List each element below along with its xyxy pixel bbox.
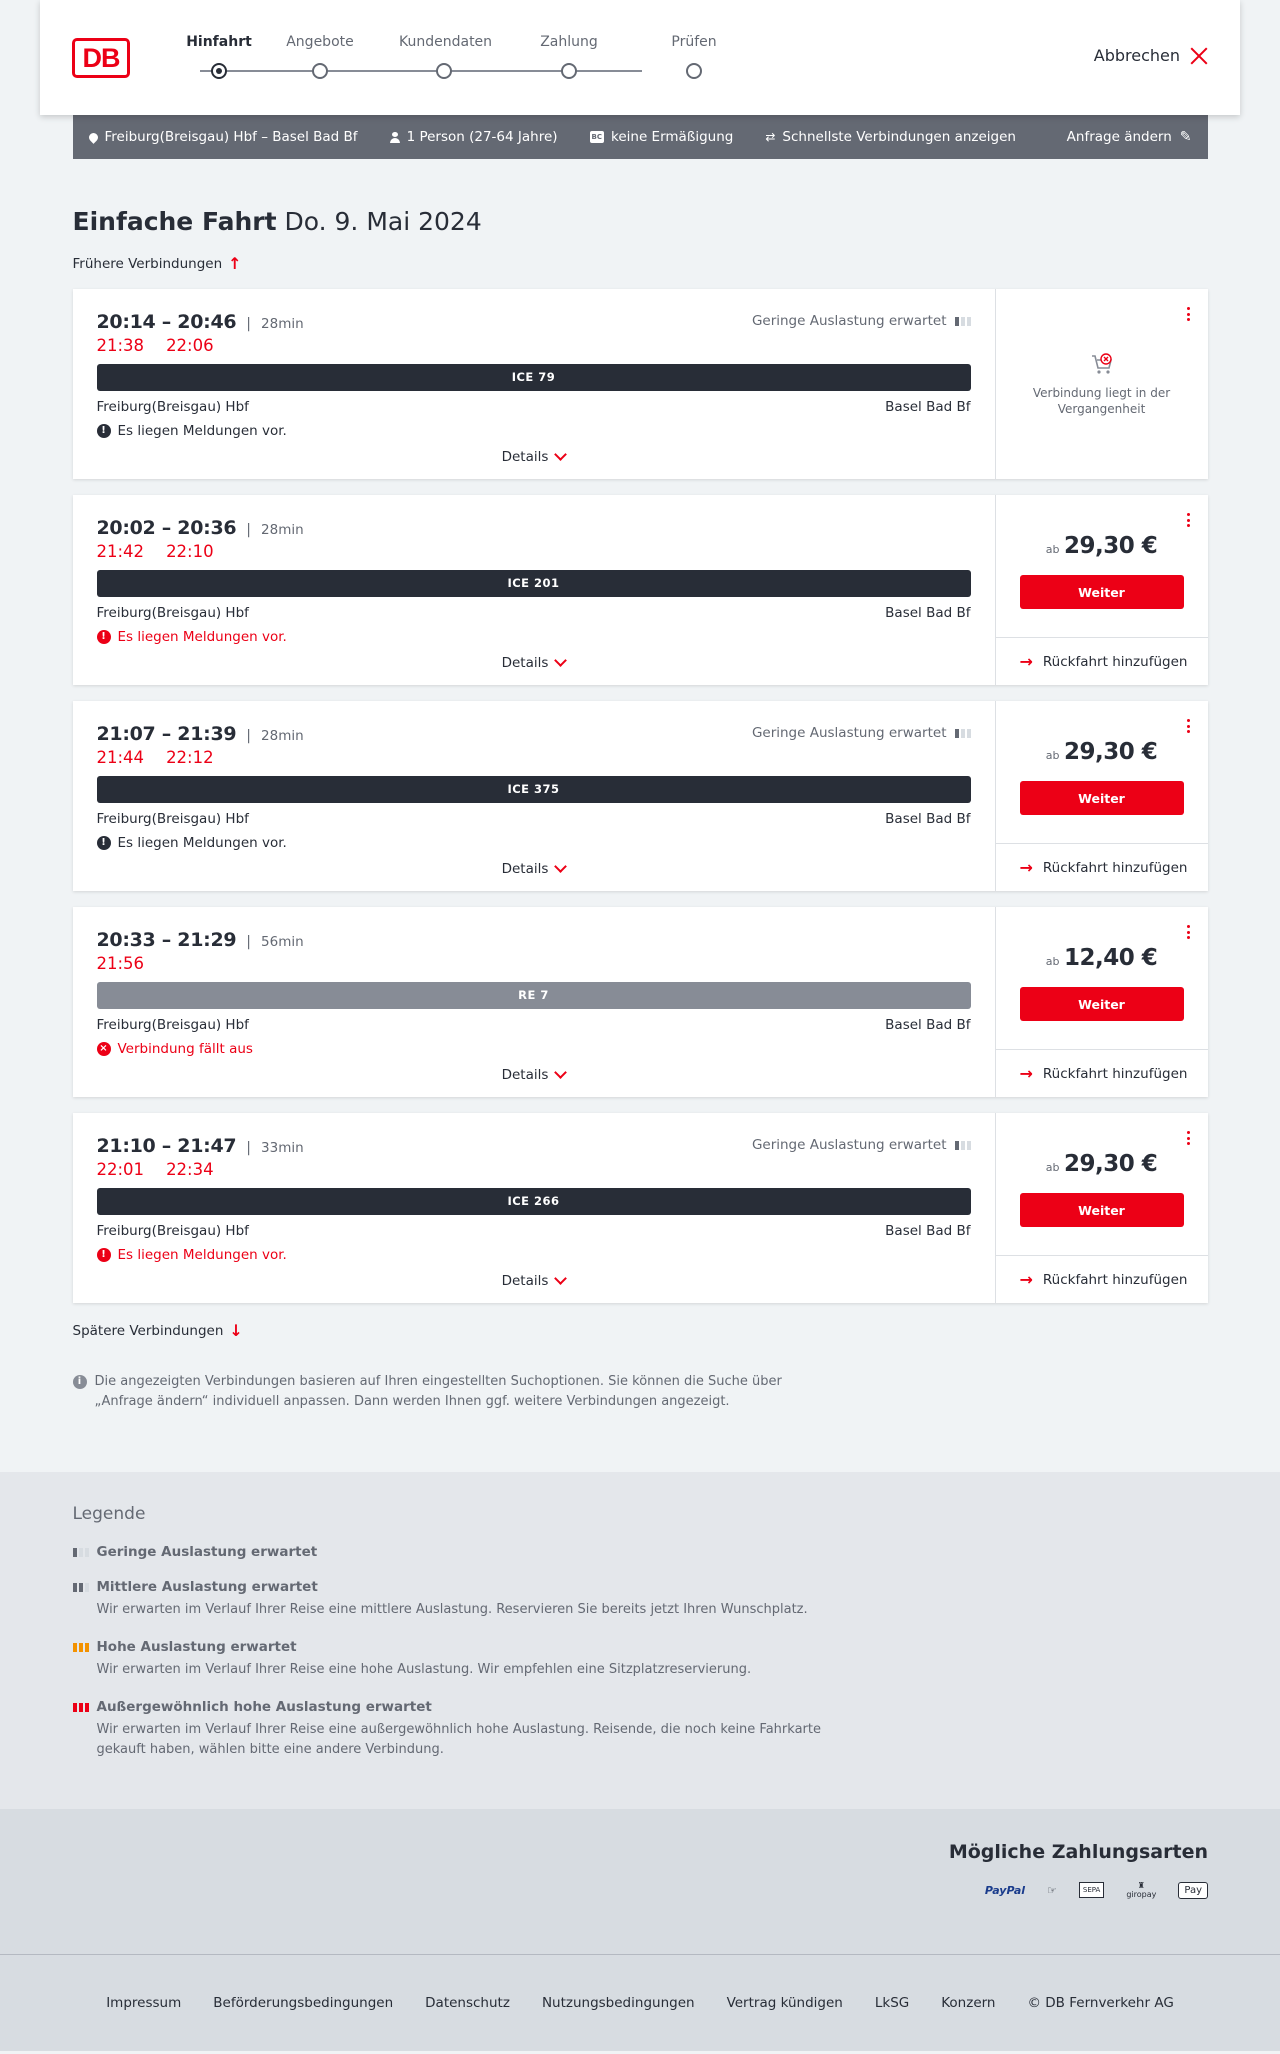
arrow-right-icon: → — [1019, 858, 1033, 877]
connection-card — [73, 907, 1208, 1097]
footer-link-befoerderungsbedingungen[interactable]: Beförderungsbedingungen — [213, 1995, 394, 2011]
train-bar[interactable]: ICE 79 — [97, 364, 971, 391]
details-toggle[interactable] — [73, 655, 995, 671]
connection-message — [97, 1041, 971, 1057]
payment-icons — [985, 1881, 1208, 1899]
add-return-trip-button[interactable] — [996, 637, 1208, 685]
location-pin-icon — [87, 131, 100, 144]
price-prefix: ab — [1045, 543, 1060, 556]
planned-times: 20:02 – 20:36 — [96, 517, 237, 539]
planned-times: 20:14 – 20:46 — [96, 311, 237, 333]
price-area — [996, 739, 1208, 765]
separator: | — [246, 934, 252, 950]
details-toggle[interactable] — [73, 1067, 995, 1083]
train-bar[interactable]: ICE 266 — [97, 1188, 971, 1215]
step-zahlung — [524, 34, 614, 56]
realtime-arrival: 22:06 — [166, 336, 214, 355]
price-prefix: ab — [1045, 955, 1060, 968]
origin-station: Freiburg(Breisgau) Hbf — [96, 811, 249, 827]
legend-item-high — [73, 1639, 1208, 1680]
legend-item-title — [73, 1699, 1208, 1715]
add-return-label: Rückfahrt hinzufügen — [1042, 859, 1188, 876]
details-label: Details — [501, 1067, 549, 1083]
legend-item-title — [73, 1579, 1208, 1595]
step-dot-current — [211, 63, 227, 79]
legend-item-title — [73, 1544, 1208, 1560]
continue-button[interactable]: Weiter — [1020, 1193, 1184, 1227]
trip-date: Do. 9. Mai 2024 — [284, 207, 482, 236]
message-text: Verbindung fällt aus — [117, 1041, 253, 1057]
message-text: Es liegen Meldungen vor. — [117, 423, 287, 439]
stations-row — [97, 811, 971, 827]
connection-message — [97, 1247, 971, 1263]
info-icon: i — [73, 1375, 87, 1389]
legend-item-title — [73, 1639, 1208, 1655]
planned-times: 21:07 – 21:39 — [96, 723, 237, 745]
legend-item-desc: Wir erwarten im Verlauf Ihrer Reise eine mittlere Auslastung. Reservieren Sie bereits jetzt Ihren Wunschplatz. — [96, 1602, 808, 1617]
payment-title: Mögliche Zahlungsarten — [948, 1841, 1208, 1863]
details-toggle[interactable] — [73, 1273, 995, 1289]
footer-link-datenschutz[interactable]: Datenschutz — [425, 1995, 510, 2011]
price-prefix: ab — [1045, 1161, 1060, 1174]
price: 12,40 € — [1063, 945, 1158, 971]
occupancy-high-icon — [73, 1643, 89, 1652]
legend-item-label: Hohe Auslastung erwartet — [96, 1639, 297, 1655]
step-label: Hinfahrt — [186, 34, 252, 50]
arrow-right-icon: → — [1019, 652, 1033, 671]
realtime-arrival: 22:12 — [166, 748, 214, 767]
arrow-right-icon: → — [1019, 1064, 1033, 1083]
offer-panel — [995, 495, 1208, 685]
passenger-summary — [390, 129, 558, 145]
payment-methods-section — [0, 1809, 1280, 1954]
duration: 28min — [261, 728, 304, 744]
occupancy-low-icon — [955, 317, 971, 326]
connection-message — [97, 423, 971, 439]
price-area — [996, 533, 1208, 559]
price: 29,30 € — [1063, 1151, 1158, 1177]
duration: 28min — [261, 316, 304, 332]
continue-button[interactable]: Weiter — [1020, 781, 1184, 815]
connection-message — [97, 835, 971, 851]
separator: | — [246, 522, 252, 538]
destination-station: Basel Bad Bf — [885, 1223, 971, 1239]
page-title — [73, 207, 1208, 236]
time-row — [97, 929, 971, 951]
cancelled-icon: × — [97, 1042, 111, 1056]
stations-row — [97, 605, 971, 621]
planned-times: 20:33 – 21:29 — [96, 929, 237, 951]
swap-arrows-icon: ⇄ — [765, 130, 776, 144]
footer — [0, 1954, 1280, 2051]
origin-station: Freiburg(Breisgau) Hbf — [96, 1017, 249, 1033]
continue-button[interactable]: Weiter — [1020, 575, 1184, 609]
details-label: Details — [501, 1273, 549, 1289]
realtime-row — [97, 748, 971, 767]
footer-link-lksg[interactable]: LkSG — [874, 1995, 910, 2011]
step-dot — [561, 63, 577, 79]
destination-station: Basel Bad Bf — [885, 399, 971, 415]
step-hinfahrt — [174, 34, 264, 56]
search-info-note — [73, 1372, 833, 1412]
occupancy-info — [752, 1137, 971, 1153]
cart-unavailable-icon — [1089, 351, 1115, 377]
more-options-icon[interactable] — [1186, 305, 1192, 323]
legend-title: Legende — [72, 1504, 146, 1524]
arrow-up-icon: ↑ — [228, 254, 242, 273]
offer-panel — [995, 907, 1208, 1097]
realtime-departure: 21:56 — [96, 954, 145, 973]
pencil-icon: ✎ — [1179, 129, 1192, 145]
chevron-down-icon — [555, 448, 568, 461]
offer-panel — [995, 1113, 1208, 1303]
later-label: Spätere Verbindungen — [72, 1322, 224, 1339]
destination-station: Basel Bad Bf — [885, 1017, 971, 1033]
chevron-down-icon — [555, 1272, 568, 1285]
more-options-icon[interactable] — [1186, 1129, 1192, 1147]
close-icon — [1190, 47, 1208, 65]
separator: | — [246, 728, 252, 744]
stations-row — [97, 1223, 971, 1239]
legend-item-extreme — [73, 1699, 1208, 1760]
add-return-trip-button[interactable] — [996, 843, 1208, 891]
person-icon — [390, 132, 400, 143]
legend-item-label: Mittlere Auslastung erwartet — [96, 1579, 318, 1595]
price-area — [996, 945, 1208, 971]
apple-pay-icon — [1178, 1882, 1208, 1899]
connection-card — [73, 289, 1208, 479]
occupancy-low-icon — [955, 1141, 971, 1150]
sepa-icon: SEPA — [1079, 1882, 1104, 1898]
realtime-row — [97, 954, 971, 973]
legend-item-label: Geringe Auslastung erwartet — [96, 1544, 318, 1560]
occupancy-medium-icon — [73, 1583, 89, 1592]
progress-stepper — [174, 34, 717, 84]
occupancy-extreme-icon — [73, 1703, 89, 1712]
step-dot — [686, 63, 702, 79]
discount-summary — [590, 129, 734, 145]
chevron-down-icon — [555, 654, 568, 667]
message-text: Es liegen Meldungen vor. — [117, 835, 287, 851]
price: 29,30 € — [1063, 533, 1158, 559]
add-return-label: Rückfahrt hinzufügen — [1042, 653, 1188, 670]
step-label: Angebote — [286, 34, 354, 50]
details-toggle[interactable] — [73, 449, 995, 465]
legend-section — [0, 1472, 1280, 1809]
info-text: Die angezeigten Verbindungen basieren auf Ihren eingestellten Suchoptionen. Sie können die Suche über „Anfrage ändern“ individuell anpassen. Dann werden Ihnen ggf. weitere Verbindungen angezeigt. — [94, 1374, 782, 1409]
message-text: Es liegen Meldungen vor. — [117, 1247, 287, 1263]
stations-row — [97, 1017, 971, 1033]
arrow-right-icon: → — [1019, 1270, 1033, 1289]
discount-text: keine Ermäßigung — [611, 129, 734, 145]
paypal-icon: PayPal — [984, 1883, 1026, 1897]
step-label: Prüfen — [671, 34, 717, 50]
main-content — [73, 207, 1208, 1412]
arrow-down-icon: ↓ — [229, 1321, 243, 1340]
later-connections-link[interactable] — [73, 1321, 1208, 1340]
occupancy-text: Geringe Auslastung erwartet — [751, 313, 947, 329]
copyright: © DB Fernverkehr AG — [1027, 1995, 1174, 2011]
step-kundendaten — [399, 34, 493, 56]
earlier-connections-link[interactable] — [73, 254, 1208, 273]
occupancy-info — [752, 313, 971, 329]
past-notice — [996, 351, 1208, 417]
legend-item-desc: Wir erwarten im Verlauf Ihrer Reise eine hohe Auslastung. Wir empfehlen eine Sitzplatzreservierung. — [96, 1662, 752, 1677]
legend-item-label: Außergewöhnlich hohe Auslastung erwartet — [96, 1699, 432, 1715]
cancel-button[interactable] — [1094, 46, 1208, 65]
alert-icon: ! — [97, 630, 111, 644]
destination-station: Basel Bad Bf — [885, 605, 971, 621]
route-summary — [89, 129, 358, 145]
message-text: Es liegen Meldungen vor. — [117, 629, 287, 645]
planned-times: 21:10 – 21:47 — [96, 1135, 237, 1157]
realtime-arrival: 22:10 — [166, 542, 214, 561]
change-request-button[interactable] — [1067, 129, 1192, 145]
trip-type: Einfache Fahrt — [72, 207, 277, 236]
bahncard-icon: BC — [591, 133, 603, 141]
alert-icon: ! — [97, 424, 111, 438]
separator: | — [246, 1140, 252, 1156]
realtime-departure: 21:42 — [96, 542, 145, 561]
realtime-departure: 21:44 — [96, 748, 145, 767]
fastest-text: Schnellste Verbindungen anzeigen — [782, 129, 1016, 145]
chevron-down-icon — [555, 860, 568, 873]
db-logo[interactable]: DB — [72, 38, 130, 78]
destination-station: Basel Bad Bf — [885, 811, 971, 827]
stations-row — [97, 399, 971, 415]
fastest-option — [765, 129, 1016, 145]
occupancy-info — [752, 725, 971, 741]
price-area — [996, 1151, 1208, 1177]
realtime-row — [97, 336, 971, 355]
connection-list — [73, 289, 1208, 1303]
connection-card — [73, 1113, 1208, 1303]
credit-card-icon: ☞ — [1047, 1883, 1057, 1897]
train-bar[interactable]: ICE 375 — [97, 776, 971, 803]
details-label: Details — [501, 449, 549, 465]
more-options-icon[interactable] — [1186, 511, 1192, 529]
train-bar[interactable]: RE 7 — [97, 982, 971, 1009]
occupancy-low-icon — [73, 1548, 89, 1557]
duration: 33min — [261, 1140, 304, 1156]
apple-pay-label: Pay — [1184, 1884, 1202, 1896]
continue-button[interactable]: Weiter — [1020, 987, 1184, 1021]
realtime-departure: 21:38 — [96, 336, 145, 355]
legend-item-desc: Wir erwarten im Verlauf Ihrer Reise eine außergewöhnlich hohe Auslastung. Reisende, die noch keine Fahrkarte gekauft haben, wählen bitte eine andere Verbindung. — [96, 1722, 821, 1757]
add-return-label: Rückfahrt hinzufügen — [1042, 1065, 1188, 1082]
add-return-trip-button[interactable] — [996, 1255, 1208, 1303]
realtime-arrival: 22:34 — [166, 1160, 214, 1179]
origin-station: Freiburg(Breisgau) Hbf — [96, 399, 249, 415]
step-label: Kundendaten — [399, 34, 493, 50]
passenger-text: 1 Person (27-64 Jahre) — [406, 129, 558, 145]
footer-link-vertrag-kuendigen[interactable]: Vertrag kündigen — [726, 1995, 843, 2011]
footer-link-konzern[interactable]: Konzern — [941, 1995, 996, 2011]
legend-item-medium — [73, 1579, 1208, 1620]
more-options-icon[interactable] — [1186, 923, 1192, 941]
realtime-row — [97, 542, 971, 561]
chevron-down-icon — [555, 1066, 568, 1079]
past-text: Verbindung liegt in der Vergangenheit — [1032, 386, 1171, 416]
origin-station: Freiburg(Breisgau) Hbf — [96, 1223, 249, 1239]
route-text: Freiburg(Breisgau) Hbf – Basel Bad Bf — [104, 129, 358, 145]
more-options-icon[interactable] — [1186, 717, 1192, 735]
alert-icon: ! — [97, 836, 111, 850]
alert-icon: ! — [97, 1248, 111, 1262]
legend-item-low — [73, 1544, 1208, 1560]
earlier-label: Frühere Verbindungen — [72, 255, 223, 272]
origin-station: Freiburg(Breisgau) Hbf — [96, 605, 249, 621]
giropay-label: giropay — [1126, 1890, 1157, 1899]
price-prefix: ab — [1045, 749, 1060, 762]
separator: | — [246, 316, 252, 332]
occupancy-text: Geringe Auslastung erwartet — [751, 1137, 947, 1153]
offer-panel — [995, 701, 1208, 891]
step-angebote — [275, 34, 365, 56]
cancel-label: Abbrechen — [1093, 46, 1180, 65]
connection-card — [73, 495, 1208, 685]
connection-message — [97, 629, 971, 645]
details-label: Details — [501, 655, 549, 671]
step-pruefen — [649, 34, 739, 56]
step-dot — [312, 63, 328, 79]
time-row — [97, 517, 971, 539]
details-toggle[interactable] — [73, 861, 995, 877]
price: 29,30 € — [1063, 739, 1158, 765]
duration: 28min — [261, 522, 304, 538]
duration: 56min — [261, 934, 304, 950]
footer-link-impressum[interactable]: Impressum — [106, 1995, 182, 2011]
search-summary-bar — [73, 115, 1208, 159]
realtime-row — [97, 1160, 971, 1179]
step-label: Zahlung — [540, 34, 598, 50]
realtime-departure: 22:01 — [96, 1160, 145, 1179]
add-return-trip-button[interactable] — [996, 1049, 1208, 1097]
step-dot — [436, 63, 452, 79]
legend-content — [73, 1504, 1208, 1760]
occupancy-text: Geringe Auslastung erwartet — [751, 725, 947, 741]
train-bar[interactable]: ICE 201 — [97, 570, 971, 597]
connection-card — [73, 701, 1208, 891]
details-label: Details — [501, 861, 549, 877]
occupancy-low-icon — [955, 729, 971, 738]
footer-link-nutzungsbedingungen[interactable]: Nutzungsbedingungen — [541, 1995, 695, 2011]
giropay-icon: ♜ giropay — [1126, 1881, 1157, 1899]
offer-panel — [995, 289, 1208, 479]
add-return-label: Rückfahrt hinzufügen — [1042, 1271, 1188, 1288]
header — [40, 0, 1240, 115]
change-request-label: Anfrage ändern — [1066, 129, 1172, 145]
